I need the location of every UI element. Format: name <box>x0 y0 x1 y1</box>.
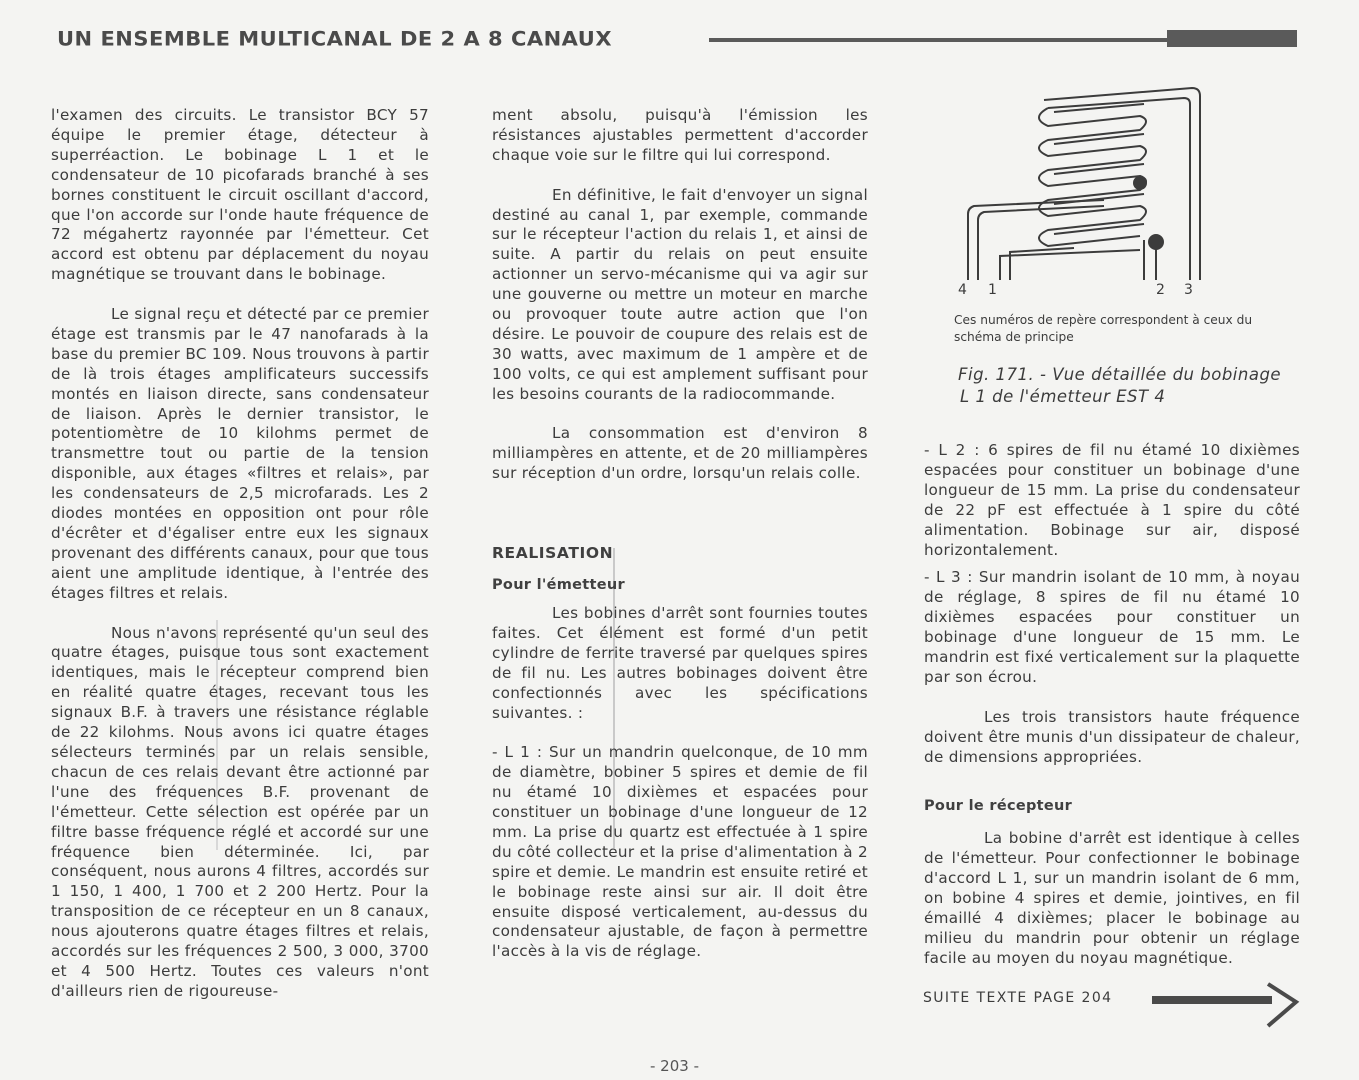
page-header-title: UN ENSEMBLE MULTICANAL DE 2 A 8 CANAUX <box>57 27 613 51</box>
page-number: - 203 - <box>650 1057 699 1075</box>
paragraph: ment absolu, puisqu'à l'émission les résistances ajustables permettent d'accorder chaque voie sur le filtre qui lui correspond. <box>492 106 868 164</box>
text-column-3 <box>924 441 1300 969</box>
spec-l2: - L 2 : 6 spires de fil nu étamé 10 dixièmes espacées pour constituer un bobinage d'une longueur de 15 mm. La prise du condensateur de 22 pF est effectuée à 1 spire du côté alimentation. Bobinage sur air, disposé horizontalement. <box>924 441 1300 559</box>
svg-text:1: 1 <box>988 282 997 298</box>
paragraph: l'examen des circuits. Le transistor BCY 57 équipe le premier étage, détecteur à superréaction. Le bobinage L 1 et le condensateur de 10 picofarads branché à ses bornes constituent le circuit oscillant d'accord, que l'on accorde sur l'onde haute fréquence de 72 mégahertz rayonnée par l'émetteur. Cet accord est obtenu par déplacement du noyau magnétique se trouvant dans le bobinage. <box>51 106 429 284</box>
figure-caption-line-2: L 1 de l'émetteur EST 4 <box>960 387 1166 406</box>
figure-caption <box>958 364 1288 408</box>
paragraph: Le signal reçu et détecté par ce premier étage est transmis par le 47 nanofarads à la base du premier BC 109. Nous trouvons à partir de là trois étages amplificateurs successifs montés en liaison directe, sans condensateur de liaison. Après le dernier transistor, le potentiomètre de 10 kilohms permet de transmettre tout ou partie de la tension disponible, aux étages «filtres et relais», par les condensateurs de 2,5 microfarads. Les 2 diodes montées en opposition ont pour rôle d'écrêter et d'égaliser entre eux les signaux provenant des différents canaux, pour que tous aient une amplitude identique, à l'entrée des étages filtres et relais. <box>51 305 429 602</box>
paragraph: Nous n'avons représenté qu'un seul des quatre étages, puisque tous sont exactement identiques, mais le récepteur comprend bien en réalité quatre étages, recevant tous les signaux B.F. à travers une résistance réglable de 22 kilohms. Nous avons ici quatre étages sélecteurs terminés par un relais sensible, chacun de ces relais devant être actionné par l'une des fréquences B.F. provenant de l'émetteur. Cette sélection est opérée par un filtre basse fréquence réglé et accordé sur une fréquence bien déterminée. Ici, par conséquent, nous aurons 4 filtres, accordés sur 1 150, 1 400, 1 700 et 2 200 Hertz. Pour la transposition de ce récepteur en un 8 canaux, nous ajouterons quatre étages filtres et relais, accordés sur les fréquences 2 500, 3 000, 3700 et 4 500 Hertz. Toutes ces valeurs n'ont d'ailleurs rien de rigoureuse- <box>51 623 429 1000</box>
header-block <box>1167 30 1297 47</box>
paragraph: La bobine d'arrêt est identique à celles de l'émetteur. Pour confectionner le bobinage d'accord L 1, sur un mandrin isolant de 6 mm, on bobine 4 spires et demie, jointives, en fil émaillé 4 dixièmes; placer le bobinage au milieu du mandrin pour obtenir un réglage facile au moyen du noyau magnétique. <box>924 829 1300 967</box>
subhead-emetteur: Pour l'émetteur <box>492 577 625 594</box>
svg-text:4: 4 <box>958 282 967 298</box>
svg-text:3: 3 <box>1184 282 1193 298</box>
text-column-2 <box>492 106 868 962</box>
header-rule <box>709 38 1169 42</box>
figure-caption-line-1: Fig. 171. - Vue détaillée du bobinage <box>958 365 1282 384</box>
svg-text:2: 2 <box>1156 282 1165 298</box>
spec-l3: - L 3 : Sur mandrin isolant de 10 mm, à noyau de réglage, 8 spires de fil nu étamé 10 dixièmes espacées pour constituer un bobinage d'une longueur de 15 mm. Le mandrin est fixé verticalement sur la plaquette par son écrou. <box>924 568 1300 686</box>
paragraph: Les bobines d'arrêt sont fournies toutes faites. Cet élément est formé d'un petit cylindre de ferrite traversé par quelques spires de fil nu. Les autres bobinages doivent être confectionnés avec les spécifications suivantes. : <box>492 604 868 722</box>
continue-arrow-icon <box>1150 980 1300 1030</box>
continue-text: SUITE TEXTE PAGE 204 <box>923 990 1113 1006</box>
section-title-realisation: REALISATION <box>492 544 614 563</box>
paragraph: Les trois transistors haute fréquence doivent être munis d'un dissipateur de chaleur, de dimensions appropriées. <box>924 707 1300 766</box>
subhead-recepteur: Pour le récepteur <box>924 798 1073 815</box>
text-column-1 <box>51 106 429 1002</box>
figure-note: Ces numéros de repère correspondent à ceux du schéma de principe <box>954 313 1253 344</box>
paragraph: En définitive, le fait d'envoyer un signal destiné au canal 1, par exemple, commande sur le récepteur l'action du relais 1, et ainsi de suite. A partir du relais on peut ensuite actionner un servo-mécanisme qui va agir sur une gouverne ou mettre un moteur en marche ou provoquer toute autre action que l'on désire. Le pouvoir de coupure des relais est de 30 watts, avec maximum de 1 ampère et de 100 volts, ce qui est amplement suffisant pour les besoins courants de la radiocommande. <box>492 185 868 403</box>
spec-l1: - L 1 : Sur un mandrin quelconque, de 10 mm de diamètre, bobiner 5 spires et demie de fil nu étamé 10 dixièmes et espacées pour constituer un bobinage d'une longueur de 12 mm. La prise du quartz est effectuée à 1 spire du côté collecteur et la prise d'alimentation à 2 spire et demie. Le mandrin est ensuite retiré et le bobinage reste ainsi sur air. Il doit être ensuite disposé verticalement, au-dessus du condensateur ajustable, de façon à permettre l'accès à la vis de réglage. <box>492 743 868 961</box>
paragraph: La consommation est d'environ 8 milliampères en attente, et de 20 milliampères sur réception d'un ordre, lorsqu'un relais colle. <box>492 424 868 483</box>
